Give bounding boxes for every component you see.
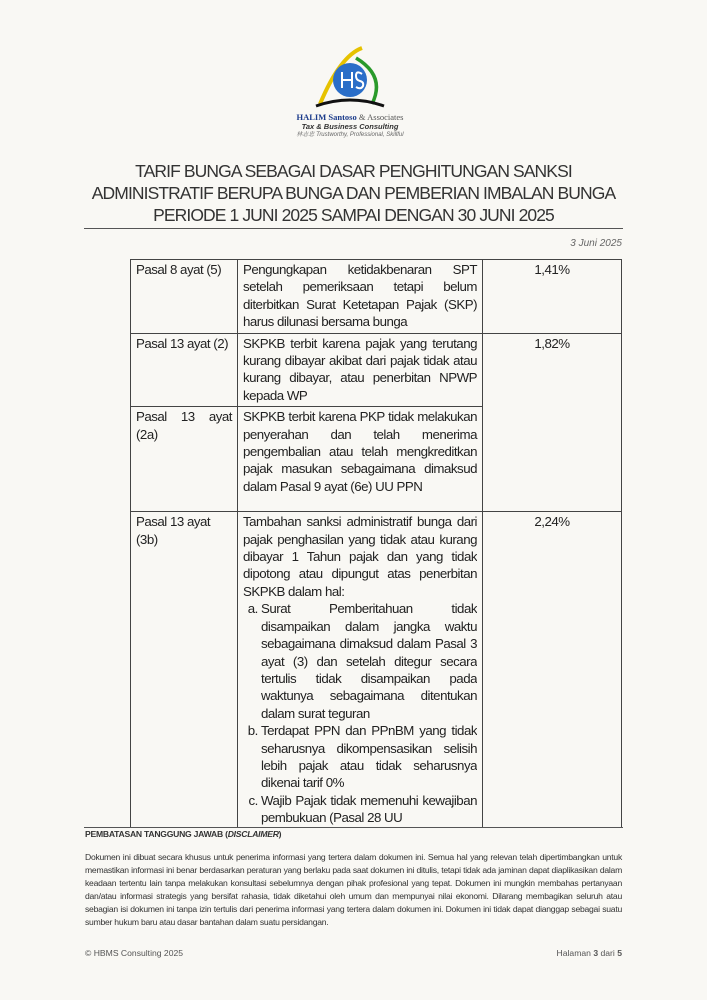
heading-text: PEMBATASAN TANGGUNG JAWAB ( (85, 829, 228, 839)
globe-logo-icon (310, 46, 390, 112)
heading-end: ) (278, 829, 282, 839)
disclaimer (85, 828, 622, 929)
title-line: ADMINISTRATIF BERUPA BUNGA DAN PEMBERIAN IMBALAN BUNGA (91, 183, 616, 203)
description-cell: Pengungkapan ketidakbenaran SPT setelah pemeriksaan tetapi belum diterbitkan Surat Ketetapan Pajak (SKP) harus dilunasi bersama bunga (238, 260, 483, 334)
table-row (131, 260, 622, 334)
logo-chinese: 林志忠 (296, 132, 315, 138)
pasal-cell: Pasal 8 ayat (5) (131, 260, 238, 334)
divider (84, 228, 623, 229)
pasal-cell: Pasal 13 ayat (2) (131, 333, 238, 407)
rate-table (130, 259, 622, 828)
copyright: © HBMS Consulting 2025 (85, 948, 184, 958)
disclaimer-text: Dokumen ini dibuat secara khusus untuk penerima informasi yang tertera dalam dokumen ini. Semua hal yang relevan telah dipertimbangkan untuk memastikan informasi ini benar berdasarkan peraturan yang berlaku pada saat dokumen ini ditulis, tetapi tidak ada jaminan dapat diaplikasikan dalam keadaan tertentu lain tanpa melakukan konsultasi sebelumnya dengan pihak profesional yang tepat. Dokumen ini mungkin membahas pertanyaan dan/atau informasi strategis yang bersifat rahasia, tidak diketahui oleh umum dan mempunyai nilai ekonomi. Dilarang membagikan seluruh atau sebagian isi dokumen ini tanpa izin tertulis dari penerima informasi yang tertera dalam dokumen ini. Dokumen ini tidak dapat dianggap sebagai suatu sumber hukum baru atau dasar bantahan dalam suatu persidangan. (85, 852, 622, 927)
table-row (131, 333, 622, 407)
list-item: a. Surat Pemberitahuan tidak disampaikan dalam jangka waktu sebagaimana dimaksud dalam Pasal 3 ayat (3) dan setelah ditegur secara tertulis tidak disampaikan pada waktunya sebagaimana ditentukan dalam surat teguran (261, 600, 477, 722)
description-cell (238, 512, 483, 828)
description-wrapper (243, 513, 477, 825)
document-date: 3 Juni 2025 (570, 238, 622, 249)
heading-italic: DISCLAIMER (227, 829, 279, 839)
logo-name: HALIM (296, 112, 327, 122)
rate-cell: 1,41% (483, 260, 622, 334)
title-line: TARIF BUNGA SEBAGAI DASAR PENGHITUNGAN SANKSI (135, 161, 572, 181)
company-logo (290, 46, 410, 154)
page-label: Halaman (556, 948, 591, 958)
logo-name-2: Santoso (328, 112, 357, 122)
title-line: PERIODE 1 JUNI 2025 SAMPAI DENGAN 30 JUNI 2025 (153, 205, 554, 225)
rate-cell: 2,24% (483, 512, 622, 828)
logo-motto: Trustworthy, Professional, Skillful (316, 132, 404, 138)
total-pages: 5 (617, 948, 622, 958)
page-number (557, 948, 622, 958)
description-cell: SKPKB terbit karena PKP tidak melakukan penyerahan dan telah menerima pengembalian atau telah mengkreditkan pajak masukan sebagaimana dimaksud dalam Pasal 9 ayat (6e) UU PPN (238, 407, 483, 512)
table-row (131, 512, 622, 828)
current-page: 3 (593, 948, 599, 958)
logo-tagline: Tax & Business Consulting (301, 122, 399, 131)
description-cell: SKPKB terbit karena pajak yang terutang kurang dibayar akibat dari pajak tidak atau kurang dibayar, atau penerbitan NPWP kepada WP (238, 333, 483, 407)
list-item: b. Terdapat PPN dan PPnBM yang tidak seharusnya dikompensasikan selisih lebih pajak atau tidak seharusnya dikenai tarif 0% (261, 722, 477, 792)
condition-list (243, 600, 477, 825)
footer (85, 948, 622, 958)
list-item: c. Wajib Pajak tidak memenuhi kewajiban pembukuan (Pasal 28 UU (261, 792, 477, 826)
pasal-cell: Pasal 13 ayat (2a) (131, 407, 238, 512)
of-label: dari (600, 948, 615, 958)
logo-name-3: & Associates (358, 112, 404, 122)
pasal-cell: Pasal 13 ayat (3b) (131, 512, 238, 828)
description-text: Tambahan sanksi administratif bunga dari pajak penghasilan yang tidak atau kurang dibayar 1 Tahun pajak dan yang tidak dipotong atau dipungut atas penerbitan SKPKB dalam hal: (243, 514, 477, 599)
page-title (10, 160, 697, 226)
rate-cell: 1,82% (483, 333, 622, 512)
disclaimer-heading (85, 828, 622, 841)
